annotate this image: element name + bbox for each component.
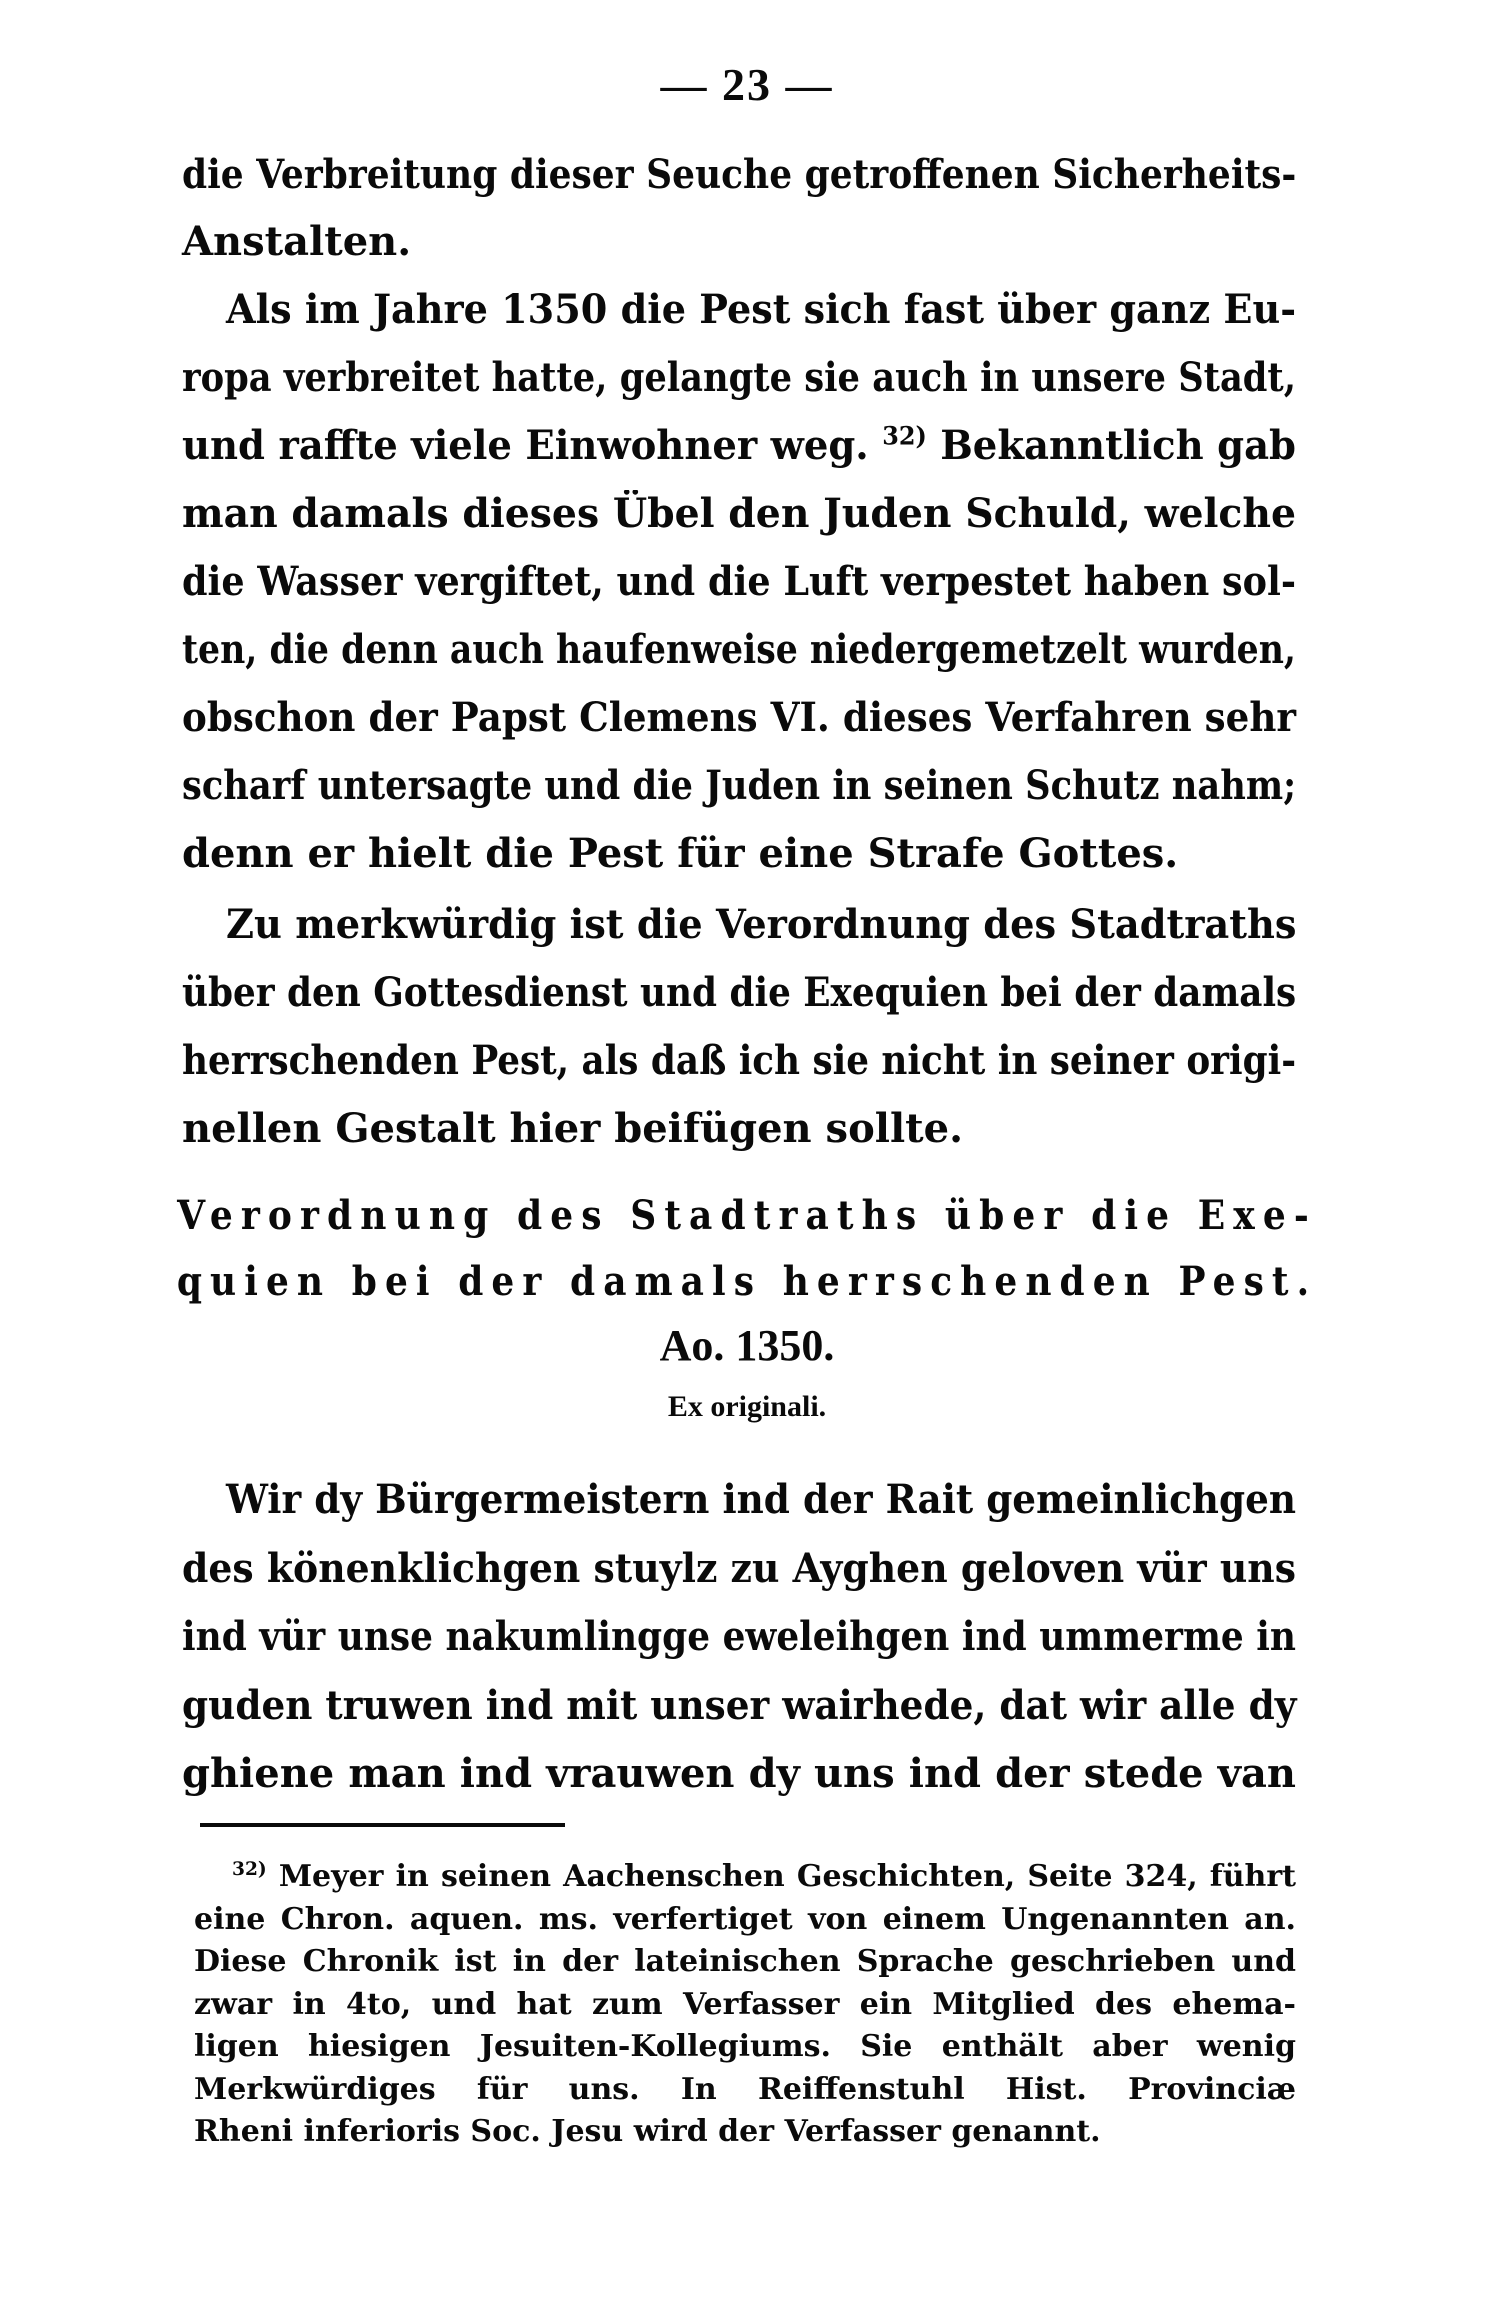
footnote-reference[interactable]: 32)	[882, 421, 927, 451]
footnote-line: Diese Chronik ist in der lateinischen Sprache geschrieben und	[194, 1944, 1296, 1979]
text-segment: Meyer in seinen Aachenschen Geschichten, Seite 324, führt	[278, 1859, 1297, 1894]
heading-line: quien bei der damals herrschenden Pest.	[176, 1258, 1318, 1305]
footnote-marker: 32)	[232, 1859, 267, 1880]
heading-source: Ex originali.	[667, 1390, 827, 1423]
footnote-line: eine Chron. aquen. ms. verfertiget von einem Ungenannten an.	[194, 1902, 1296, 1937]
text-line: Zu merkwürdig ist die Verordnung des Stadtraths	[226, 901, 1297, 948]
text-line: ind vür unse nakumlingge eweleihgen ind ummerme in	[182, 1613, 1296, 1660]
heading-line: Verordnung des Stadtraths über die Exe-	[177, 1192, 1317, 1239]
text-line: die Wasser vergiftet, und die Luft verpestet haben sol-	[182, 558, 1296, 605]
footnote-line: Rheni inferioris Soc. Jesu wird der Verfasser genannt.	[194, 2114, 1101, 2149]
text-line: ten, die denn auch haufenweise niedergemetzelt wurden,	[182, 626, 1296, 673]
text-line: man damals dieses Übel den Juden Schuld, welche	[182, 490, 1296, 537]
text-line: ghiene man ind vrauwen dy uns ind der stede van	[182, 1750, 1296, 1797]
text-segment: und raffte viele Einwohner weg.	[182, 422, 869, 469]
text-line: guden truwen ind mit unser wairhede, dat wir alle dy	[182, 1682, 1297, 1729]
page-number: — 23 —	[660, 59, 834, 110]
text-line: nellen Gestalt hier beifügen sollte.	[182, 1105, 963, 1152]
text-line	[182, 421, 1296, 469]
footnote-line: ligen hiesigen Jesuiten-Kollegiums. Sie enthält aber wenig	[194, 2029, 1296, 2064]
text-line: denn er hielt die Pest für eine Strafe Gottes.	[182, 830, 1179, 877]
text-line: über den Gottesdienst und die Exequien bei der damals	[182, 969, 1297, 1016]
footnote-line	[232, 1859, 1297, 1894]
text-line: des könenklichgen stuylz zu Ayghen geloven vür uns	[182, 1545, 1296, 1592]
heading-year: Ao. 1350.	[659, 1321, 835, 1370]
text-line: scharf untersagte und die Juden in seinen Schutz nahm;	[182, 762, 1297, 809]
text-line: Wir dy Bürgermeistern ind der Rait gemeinlichgen	[226, 1476, 1296, 1523]
text-segment: Bekanntlich gab	[940, 422, 1296, 469]
text-line: Anstalten.	[182, 218, 412, 265]
text-line: herrschenden Pest, als daß ich sie nicht in seiner origi-	[182, 1037, 1297, 1084]
text-line: obschon der Papst Clemens VI. dieses Verfahren sehr	[182, 694, 1296, 741]
text-line: ropa verbreitet hatte, gelangte sie auch in unsere Stadt,	[182, 354, 1296, 401]
footnote-divider	[200, 1823, 565, 1827]
text-line: die Verbreitung dieser Seuche getroffenen Sicherheits-	[182, 151, 1297, 198]
text-line: Als im Jahre 1350 die Pest sich fast über ganz Eu-	[226, 286, 1297, 333]
footnote-line: Merkwürdiges für uns. In Reiffenstuhl Hist. Provinciæ	[194, 2072, 1296, 2107]
footnote-line: zwar in 4to, und hat zum Verfasser ein Mitglied des ehema-	[194, 1987, 1296, 2022]
